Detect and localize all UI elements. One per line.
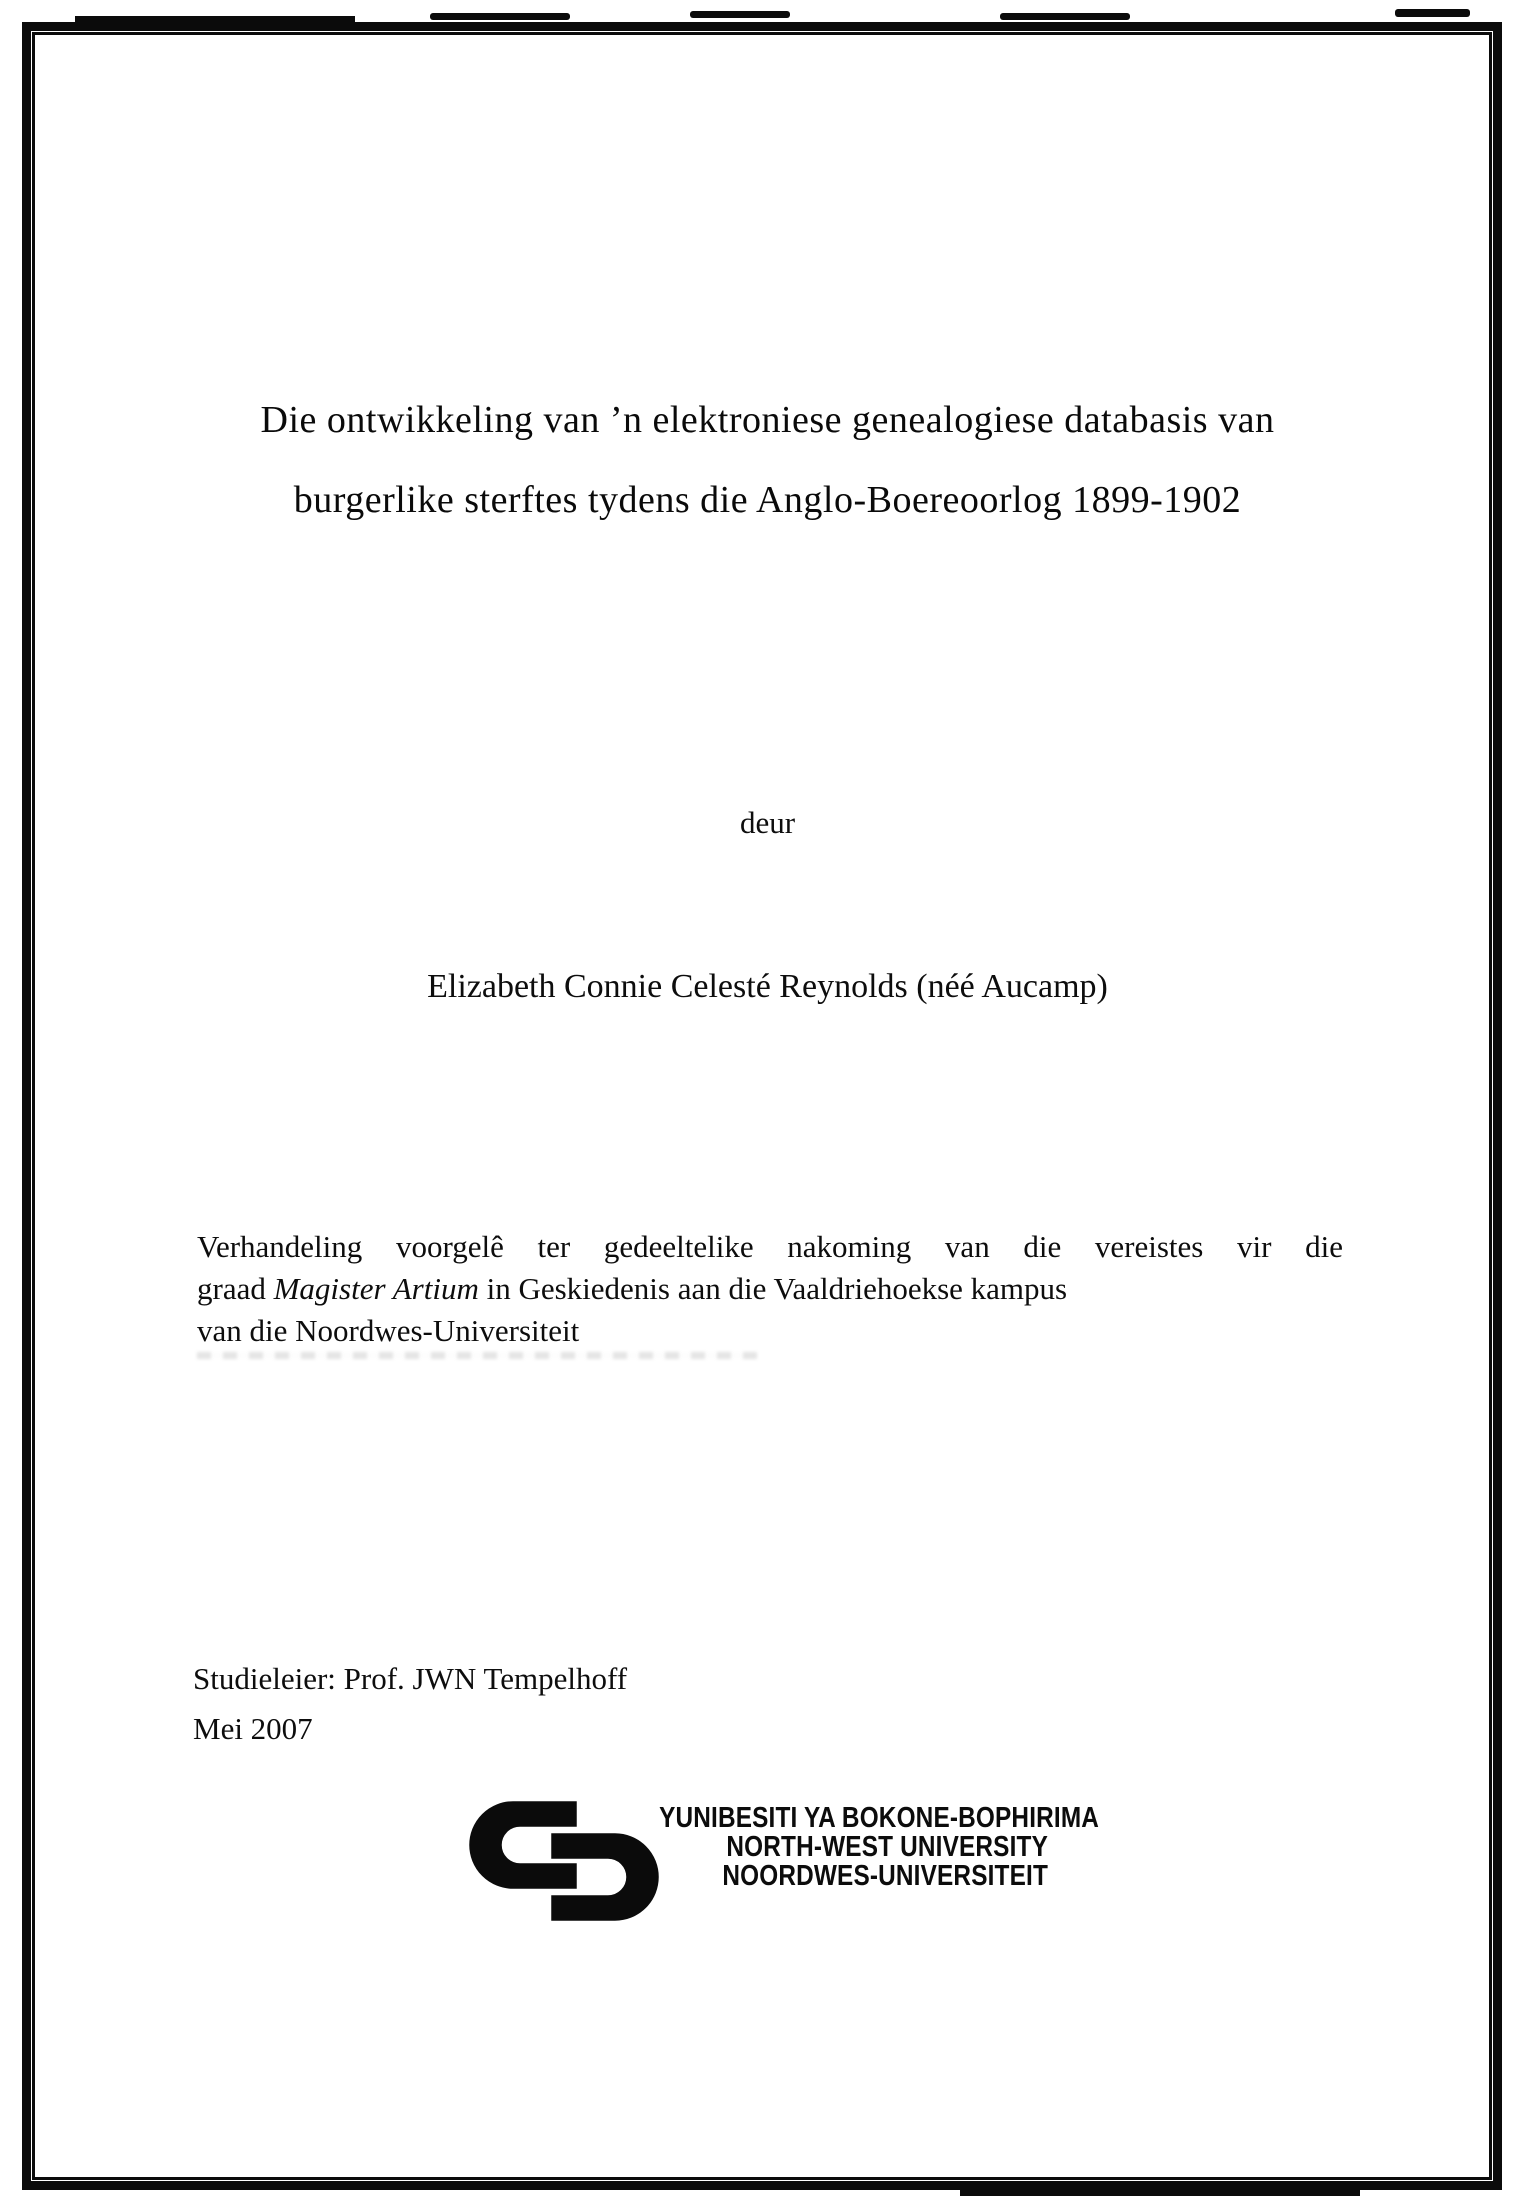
supervisor-block <box>193 1654 1093 1754</box>
degree-name: Magister Artium <box>273 1271 479 1306</box>
thesis-title-line1: Die ontwikkeling van ’n elektroniese genealogiese databasis van <box>260 399 1275 441</box>
logo-text-setswana: YUNIBESITI YA BOKONE-BOPHIRIMA <box>659 1802 1100 1834</box>
university-logo <box>466 1798 1100 1938</box>
statement-line3: van die Noordwes-Universiteit <box>197 1313 580 1348</box>
scan-artifact <box>1395 9 1470 17</box>
scan-artifact <box>75 16 355 24</box>
scan-artifact <box>430 13 570 20</box>
university-logo-text <box>585 1802 1100 1892</box>
thesis-statement <box>197 1226 1343 1352</box>
logo-text-english: NORTH-WEST UNIVERSITY <box>726 1831 1048 1863</box>
statement-line2-pre: graad <box>197 1271 274 1306</box>
statement-line1: Verhandeling voorgelê ter gedeeltelike nakoming van die vereistes vir die <box>197 1229 1343 1264</box>
statement-line2 <box>197 1268 1343 1310</box>
thesis-title <box>190 380 1345 540</box>
thesis-title-line2: burgerlike sterftes tydens die Anglo-Boereoorlog 1899-1902 <box>293 479 1242 521</box>
date: Mei 2007 <box>193 1711 313 1746</box>
author-name: Elizabeth Connie Celesté Reynolds (néé Aucamp) <box>427 968 1108 1005</box>
logo-text-afrikaans: NOORDWES-UNIVERSITEIT <box>722 1860 1048 1892</box>
scan-artifact <box>197 1352 757 1359</box>
scan-artifact <box>960 2190 1360 2196</box>
byline: deur <box>739 805 796 840</box>
scan-artifact <box>690 11 790 18</box>
supervisor: Studieleier: Prof. JWN Tempelhoff <box>193 1661 628 1696</box>
statement-line2-post: in Geskiedenis aan die Vaaldriehoekse kampus <box>478 1271 1068 1306</box>
scan-artifact <box>1000 13 1130 20</box>
